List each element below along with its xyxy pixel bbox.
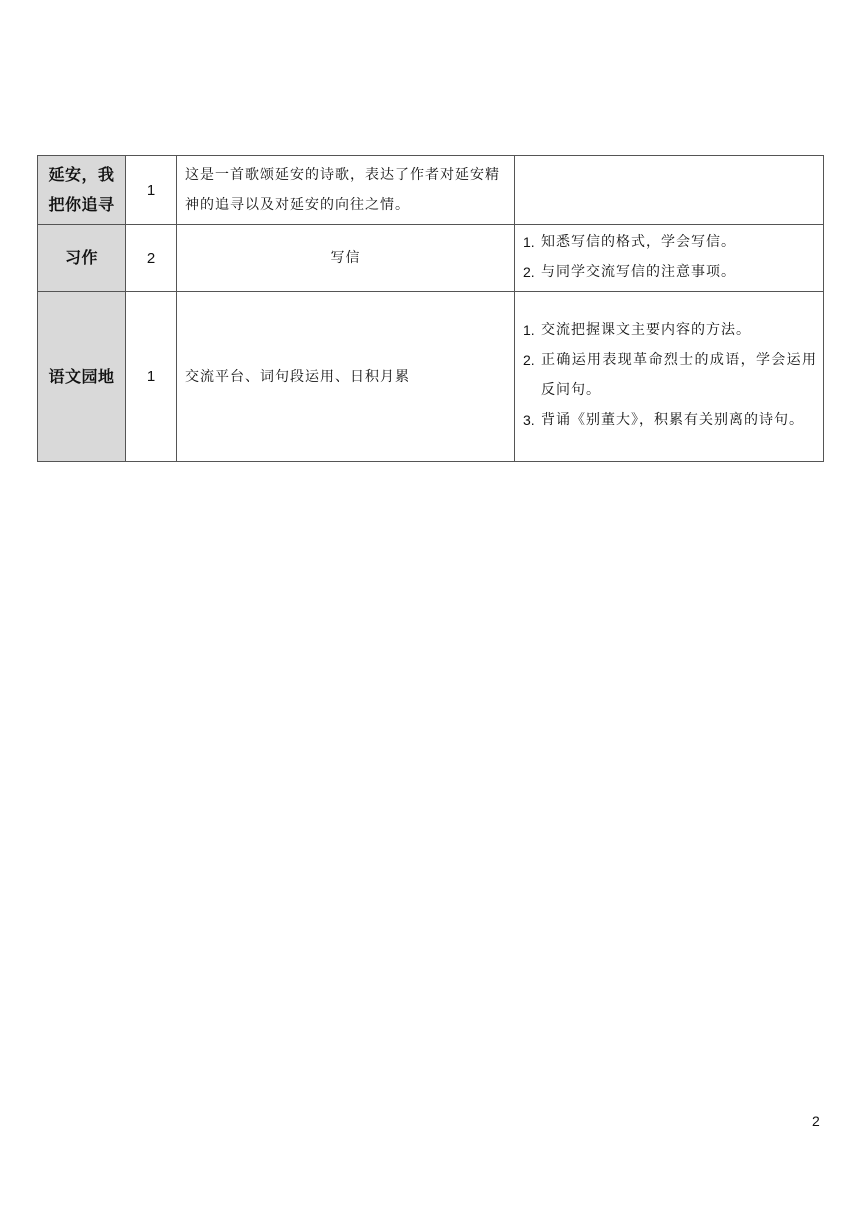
- goal-item: [523, 345, 817, 405]
- goal-item: [523, 405, 817, 435]
- goal-number: 3.: [523, 412, 535, 428]
- lesson-content: 写信: [177, 225, 515, 292]
- table-row: [38, 225, 824, 292]
- table-row: [38, 292, 824, 462]
- goal-item: [523, 315, 817, 345]
- lesson-hours: 1: [126, 156, 177, 225]
- goal-text: 正确运用表现革命烈士的成语，学会运用反问句。: [541, 352, 817, 398]
- goal-number: 2.: [523, 352, 535, 368]
- lesson-goals: [515, 225, 824, 292]
- goal-text: 交流把握课文主要内容的方法。: [541, 322, 751, 338]
- goal-text: 背诵《别董大》，积累有关别离的诗句。: [541, 412, 804, 428]
- goal-text: 知悉写信的格式，学会写信。: [541, 233, 736, 250]
- page-number: 2: [812, 1113, 820, 1129]
- lesson-title: 习作: [38, 225, 126, 292]
- goal-number: 2.: [523, 263, 535, 280]
- lesson-goals: [515, 292, 824, 462]
- lesson-hours: 1: [126, 292, 177, 462]
- goal-number: 1.: [523, 233, 535, 250]
- table-row: [38, 156, 824, 225]
- lesson-plan-table: [37, 155, 824, 462]
- lesson-content: 这是一首歌颂延安的诗歌，表达了作者对延安精神的追寻以及对延安的向往之情。: [177, 156, 515, 225]
- goal-number: 1.: [523, 322, 535, 338]
- goal-text: 与同学交流写信的注意事项。: [541, 263, 736, 280]
- lesson-title: 语文园地: [38, 292, 126, 462]
- lesson-content: 交流平台、词句段运用、日积月累: [177, 292, 515, 462]
- lesson-title: 延安，我把你追寻: [38, 156, 126, 225]
- goal-item: [523, 257, 817, 287]
- goal-item: [523, 227, 817, 257]
- lesson-hours: 2: [126, 225, 177, 292]
- lesson-goals: [515, 156, 824, 225]
